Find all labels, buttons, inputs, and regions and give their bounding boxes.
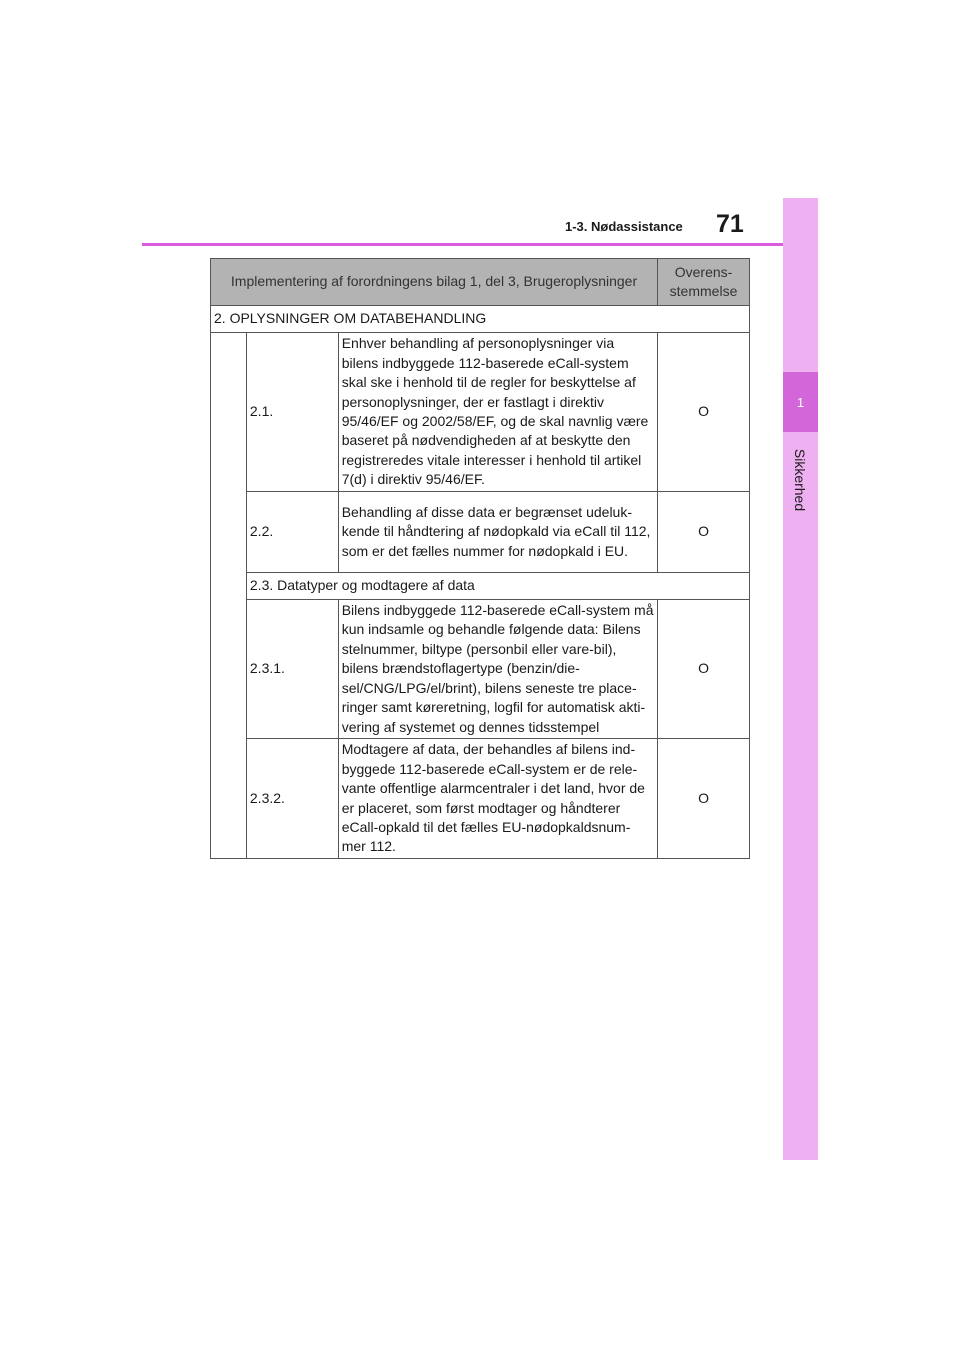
indent-cell bbox=[211, 333, 247, 859]
user-info-table bbox=[210, 258, 750, 859]
item-number: 2.2. bbox=[246, 492, 338, 573]
header-implementation: Implementering af forordningens bilag 1, del 3, Brugeroplysninger bbox=[211, 259, 658, 306]
table-row bbox=[211, 492, 750, 573]
item-text: Bilens indbyggede 112-baserede eCall-system må kun indsamle og behandle følgende data: Bilens stelnummer, biltype (personbil eller vare-bil), bilens brændstoflagertype (benzin/die-sel/CNG/LPG/el/brint), bilens seneste tre place-ringer samt køreretning, logfil for automatisk akti-vering af systemet og dennes tidsstempel bbox=[338, 600, 657, 739]
item-number: 2.3.2. bbox=[246, 739, 338, 859]
item-conformity: O bbox=[658, 600, 750, 739]
chapter-number: 1 bbox=[796, 394, 805, 410]
item-text: Behandling af disse data er begrænset udeluk-kende til håndtering af nødopkald via eCall til 112, som er det fælles nummer for nødopkald i EU. bbox=[338, 492, 657, 573]
item-text: Enhver behandling af personoplysninger via bilens indbyggede 112-baserede eCall-system skal ske i henhold til de regler for beskyttelse af personoplysninger, der er fastlagt i direktiv 95/46/EF og 2002/58/EF, og de skal navnlig være baseret på nødvendigheden af at beskytte den registreredes vitale interesser i henhold til artikel 7(d) i direktiv 95/46/EF. bbox=[338, 333, 657, 492]
section-heading: 2. OPLYSNINGER OM DATABEHANDLING bbox=[211, 306, 750, 333]
item-conformity: O bbox=[658, 739, 750, 859]
item-number: 2.3.1. bbox=[246, 600, 338, 739]
table-row bbox=[211, 600, 750, 739]
header-divider bbox=[142, 243, 783, 246]
section-title: 1-3. Nødassistance bbox=[565, 219, 683, 234]
chapter-label-box bbox=[783, 440, 818, 520]
subsection-row bbox=[211, 573, 750, 600]
item-number: 2.1. bbox=[246, 333, 338, 492]
header-conformity: Overens- stemmelse bbox=[658, 259, 750, 306]
item-conformity: O bbox=[658, 333, 750, 492]
chapter-side-tab bbox=[783, 198, 818, 1160]
table-row bbox=[211, 739, 750, 859]
table-header-row bbox=[211, 259, 750, 306]
chapter-number-badge bbox=[783, 372, 818, 432]
table-row bbox=[211, 333, 750, 492]
item-text: Modtagere af data, der behandles af bilens ind-byggede 112-baserede eCall-system er de rele-vante offentlige alarmcentraler i det land, hvor de er placeret, som først modtager og håndterer eCall-opkald til det fælles EU-nødopkaldsnum-mer 112. bbox=[338, 739, 657, 859]
section-row bbox=[211, 306, 750, 333]
item-conformity: O bbox=[658, 492, 750, 573]
chapter-label: Sikkerhed bbox=[792, 448, 809, 512]
page-number: 71 bbox=[716, 210, 744, 238]
subsection-heading: 2.3. Datatyper og modtagere af data bbox=[246, 573, 749, 600]
